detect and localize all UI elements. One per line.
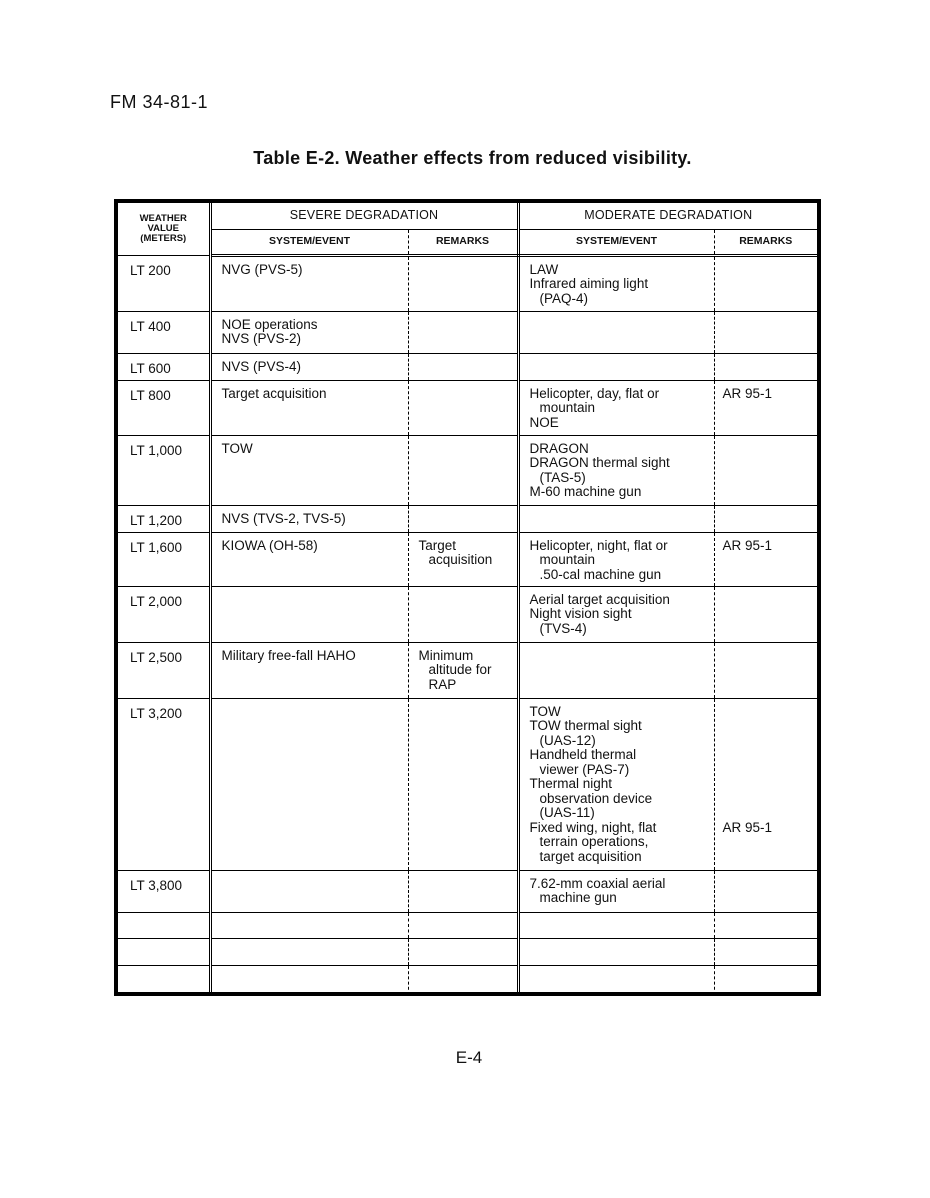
table-row	[118, 255, 817, 311]
moderate-remarks-cell	[714, 586, 817, 642]
moderate-remarks-cell	[714, 311, 817, 353]
weather-value-cell: LT 1,600	[118, 532, 210, 586]
cell-line: .50-cal machine gun	[539, 566, 662, 582]
table-row	[118, 642, 817, 698]
severe-remarks-cell	[408, 870, 518, 912]
cell-line	[723, 763, 810, 778]
moderate-remarks-cell	[714, 380, 817, 435]
severe-system-cell	[210, 353, 408, 380]
severe-system-event-header: SYSTEM/EVENT	[210, 229, 408, 255]
cell-line: Helicopter, night, flat or	[529, 537, 668, 553]
weather-value-cell	[118, 938, 210, 965]
cell-line: M-60 machine gun	[529, 484, 642, 499]
moderate-remarks-cell	[714, 255, 817, 311]
cell-line: TOW thermal sight	[529, 718, 642, 733]
severe-system-cell	[210, 311, 408, 353]
cell-line: Helicopter, day, flat or	[529, 385, 660, 401]
table-row	[118, 380, 817, 435]
cell-line: Target acquisition	[221, 385, 327, 401]
cell-line: (UAS-12)	[539, 732, 596, 748]
cell-line: TOW	[221, 440, 253, 456]
severe-remarks-cell	[408, 353, 518, 380]
cell-line: Target	[418, 537, 457, 553]
moderate-system-cell	[518, 912, 714, 938]
weather-value-cell: LT 1,000	[118, 435, 210, 505]
moderate-system-cell	[518, 938, 714, 965]
cell-line: mountain	[539, 552, 596, 567]
moderate-remarks-cell	[714, 912, 817, 938]
table-row	[118, 311, 817, 353]
weather-value-cell: LT 200	[118, 255, 210, 311]
moderate-system-event-header: SYSTEM/EVENT	[518, 229, 714, 255]
cell-line: LAW	[529, 261, 559, 277]
severe-remarks-cell	[408, 380, 518, 435]
cell-line: NVS (PVS-2)	[221, 331, 302, 346]
page-number: E-4	[455, 1048, 483, 1067]
cell-line: DRAGON	[529, 440, 589, 456]
cell-line: NVS (TVS-2, TVS-5)	[221, 510, 346, 526]
table-row	[118, 532, 817, 586]
severe-system-cell	[210, 435, 408, 505]
moderate-remarks-cell	[714, 938, 817, 965]
cell-line	[723, 792, 810, 807]
severe-system-cell	[210, 532, 408, 586]
moderate-remarks-cell	[714, 965, 817, 995]
severe-remarks-cell	[408, 586, 518, 642]
moderate-system-cell	[518, 586, 714, 642]
table-row	[118, 586, 817, 642]
cell-line: NOE	[529, 414, 559, 430]
moderate-remarks-cell	[714, 353, 817, 380]
weather-value-cell: LT 2,500	[118, 642, 210, 698]
moderate-remarks-cell	[714, 642, 817, 698]
severe-system-cell	[210, 380, 408, 435]
document-id: FM 34-81-1	[110, 92, 209, 112]
cell-line	[723, 705, 810, 720]
severe-remarks-cell	[408, 912, 518, 938]
severe-system-cell	[210, 698, 408, 870]
moderate-system-cell	[518, 311, 714, 353]
cell-line: Military free-fall HAHO	[221, 647, 356, 663]
cell-line	[723, 777, 810, 792]
weather-value-cell: LT 600	[118, 353, 210, 380]
table-title: Table E-2. Weather effects from reduced visibility.	[253, 148, 692, 168]
cell-line: Night vision sight	[529, 606, 632, 621]
severe-system-cell	[210, 965, 408, 995]
cell-line: mountain	[539, 400, 596, 415]
moderate-remarks-cell	[714, 870, 817, 912]
cell-line: viewer (PAS-7)	[539, 761, 630, 777]
table-row	[118, 870, 817, 912]
cell-line: NOE operations	[221, 316, 318, 332]
weather-value-cell: LT 1,200	[118, 505, 210, 532]
cell-line: NVG (PVS-5)	[221, 261, 303, 277]
moderate-system-cell	[518, 965, 714, 995]
cell-line: Thermal night	[529, 776, 613, 791]
table-row	[118, 353, 817, 380]
cell-line: DRAGON thermal sight	[529, 455, 670, 470]
moderate-system-cell	[518, 532, 714, 586]
table-row	[118, 505, 817, 532]
cell-line: AR 95-1	[722, 537, 773, 553]
severe-system-cell	[210, 505, 408, 532]
severe-remarks-cell	[408, 965, 518, 995]
severe-remarks-cell	[408, 642, 518, 698]
moderate-system-cell	[518, 870, 714, 912]
cell-line: target acquisition	[539, 848, 642, 864]
severe-remarks-cell	[408, 255, 518, 311]
severe-remarks-cell	[408, 698, 518, 870]
weather-effects-table	[114, 199, 821, 996]
severe-remarks-cell	[408, 532, 518, 586]
cell-line: (PAQ-4)	[539, 290, 589, 306]
cell-line: altitude for	[428, 662, 492, 677]
severe-remarks-cell	[408, 311, 518, 353]
weather-value-cell: LT 3,800	[118, 870, 210, 912]
cell-line: TOW	[529, 703, 561, 719]
moderate-remarks-cell	[714, 435, 817, 505]
moderate-degradation-header: MODERATE DEGRADATION	[518, 203, 817, 229]
severe-system-cell	[210, 938, 408, 965]
moderate-remarks-cell	[714, 505, 817, 532]
cell-line: RAP	[428, 676, 457, 692]
moderate-remarks-cell	[714, 698, 817, 870]
cell-line: observation device	[539, 790, 653, 806]
moderate-system-cell	[518, 380, 714, 435]
cell-line	[723, 734, 810, 749]
severe-remarks-cell	[408, 938, 518, 965]
weather-value-cell: LT 400	[118, 311, 210, 353]
weather-value-cell: LT 800	[118, 380, 210, 435]
moderate-system-cell	[518, 505, 714, 532]
weather-value-cell	[118, 912, 210, 938]
severe-degradation-header: SEVERE DEGRADATION	[210, 203, 518, 229]
cell-line	[723, 806, 810, 821]
cell-line: terrain operations,	[539, 834, 649, 849]
cell-line: Handheld thermal	[529, 747, 637, 762]
cell-line: Minimum	[418, 647, 474, 663]
moderate-remarks-cell	[714, 532, 817, 586]
cell-line: (TAS-5)	[539, 469, 586, 485]
cell-line: AR 95-1	[722, 819, 773, 835]
cell-line: (UAS-11)	[539, 805, 595, 820]
cell-line: Fixed wing, night, flat	[529, 819, 657, 835]
moderate-system-cell	[518, 642, 714, 698]
severe-system-cell	[210, 586, 408, 642]
weather-value-header: WEATHER VALUE (METERS)	[118, 203, 210, 255]
cell-line	[723, 719, 810, 734]
severe-system-cell	[210, 870, 408, 912]
table-row	[118, 938, 817, 965]
cell-line: NVS (PVS-4)	[221, 358, 302, 374]
severe-system-cell	[210, 912, 408, 938]
moderate-system-cell	[518, 435, 714, 505]
severe-system-cell	[210, 642, 408, 698]
table-row	[118, 912, 817, 938]
moderate-system-cell	[518, 353, 714, 380]
severe-remarks-cell	[408, 505, 518, 532]
cell-line: KIOWA (OH-58)	[221, 537, 318, 553]
cell-line: (TVS-4)	[539, 620, 587, 636]
weather-value-cell: LT 2,000	[118, 586, 210, 642]
moderate-remarks-header: REMARKS	[714, 229, 817, 255]
severe-system-cell	[210, 255, 408, 311]
weather-value-cell: LT 3,200	[118, 698, 210, 870]
cell-line: Infrared aiming light	[529, 276, 649, 291]
cell-line: 7.62-mm coaxial aerial	[529, 875, 666, 891]
cell-line: AR 95-1	[722, 385, 773, 401]
severe-remarks-cell	[408, 435, 518, 505]
moderate-system-cell	[518, 255, 714, 311]
cell-line	[723, 748, 810, 763]
table-row	[118, 698, 817, 870]
table-row	[118, 965, 817, 995]
cell-line: Aerial target acquisition	[529, 591, 670, 607]
cell-line: acquisition	[428, 552, 493, 567]
severe-remarks-header: REMARKS	[408, 229, 518, 255]
table-row	[118, 435, 817, 505]
moderate-system-cell	[518, 698, 714, 870]
weather-value-cell	[118, 965, 210, 995]
cell-line: machine gun	[539, 890, 617, 905]
